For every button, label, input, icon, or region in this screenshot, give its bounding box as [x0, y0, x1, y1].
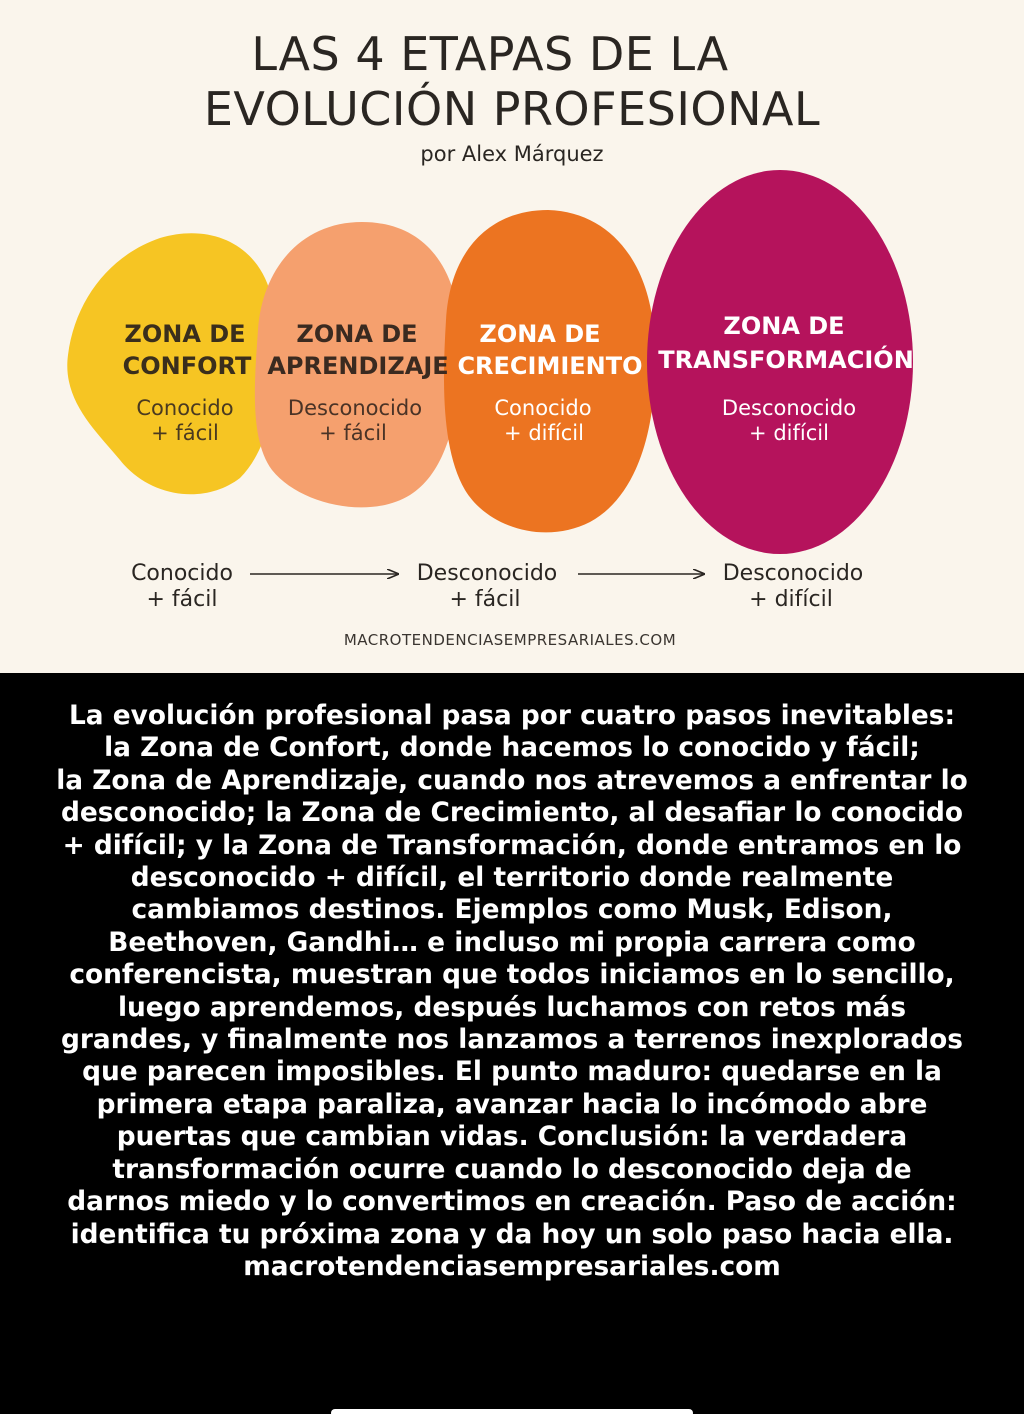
caption-line: puertas que cambian vidas. Conclusión: la verdadera [116, 1122, 908, 1153]
zone-confort-desc-1: Conocido [136, 396, 234, 420]
home-indicator[interactable] [331, 1409, 693, 1414]
infographic [0, 0, 1024, 673]
caption-line: cambiamos destinos. Ejemplos como Musk, Edison, [131, 895, 893, 926]
zone-confort-title-2: CONFORT [122, 352, 252, 380]
flow-step-2-line-2: + fácil [449, 587, 521, 612]
caption-line: darnos miedo y lo convertimos en creación. Paso de acción: [67, 1187, 957, 1218]
flow-step-1-line-1: Conocido [131, 561, 233, 586]
flow-step-3-line-2: + difícil [749, 587, 833, 612]
zone-crecimiento-desc-1: Conocido [494, 396, 592, 420]
zone-aprendizaje-title-2: APRENDIZAJE [267, 352, 449, 380]
zone-transformacion-desc-2: + difícil [749, 421, 829, 445]
caption-line: identifica tu próxima zona y da hoy un solo paso hacia ella. [70, 1219, 954, 1250]
caption-line: conferencista, muestran que todos iniciamos en lo sencillo, [69, 960, 955, 991]
zone-transformacion-desc-1: Desconocido [721, 396, 857, 420]
caption-line: grandes, y finalmente nos lanzamos a terrenos inexplorados [61, 1025, 963, 1056]
flow-step-3-line-1: Desconocido [722, 561, 864, 586]
zone-crecimiento-title-2: CRECIMIENTO [457, 352, 643, 380]
caption-line: la Zona de Confort, donde hacemos lo conocido y fácil; [104, 733, 920, 764]
zone-crecimiento-title-1: ZONA DE [479, 320, 601, 348]
caption-line: que parecen imposibles. El punto maduro: quedarse en la [82, 1057, 942, 1088]
title-line-1: LAS 4 ETAPAS DE LA [251, 27, 729, 81]
caption-line: macrotendenciasempresariales.com [243, 1251, 781, 1282]
caption-text [8, 700, 1016, 1283]
caption-line: la Zona de Aprendizaje, cuando nos atrevemos a enfrentar lo [56, 765, 968, 796]
caption-line: luego aprendemos, después luchamos con retos más [117, 992, 907, 1023]
caption-line: desconocido; la Zona de Crecimiento, al desafiar lo conocido [60, 798, 964, 829]
byline: por Alex Márquez [420, 142, 604, 166]
site-url-small: MACROTENDENCIASEMPRESARIALES.COM [343, 631, 677, 649]
zone-aprendizaje-title-1: ZONA DE [296, 320, 418, 348]
zones-diagram [0, 0, 1024, 673]
zone-crecimiento-desc-2: + difícil [504, 421, 584, 445]
caption-line: La evolución profesional pasa por cuatro pasos inevitables: [68, 701, 956, 731]
caption-line: Beethoven, Gandhi… e incluso mi propia carrera como [108, 927, 916, 958]
zone-transformacion-title-2: TRANSFORMACIÓN [658, 346, 914, 374]
caption-line: primera etapa paraliza, avanzar hacia lo incómodo abre [96, 1089, 928, 1120]
zone-confort-title-1: ZONA DE [124, 320, 246, 348]
flow-step-1-line-2: + fácil [146, 587, 218, 612]
caption-line: transformación ocurre cuando lo desconocido deja de [112, 1154, 912, 1185]
zone-confort-desc-2: + fácil [151, 421, 219, 445]
title-line-2: EVOLUCIÓN PROFESIONAL [203, 82, 821, 136]
caption-line: + difícil; y la Zona de Transformación, donde entramos en lo [62, 830, 962, 861]
zone-transformacion-title-1: ZONA DE [723, 312, 845, 340]
zone-aprendizaje-desc-1: Desconocido [287, 396, 423, 420]
zone-aprendizaje-desc-2: + fácil [319, 421, 387, 445]
flow-step-2-line-1: Desconocido [416, 561, 558, 586]
caption-line: desconocido + difícil, el territorio donde realmente [130, 863, 894, 894]
